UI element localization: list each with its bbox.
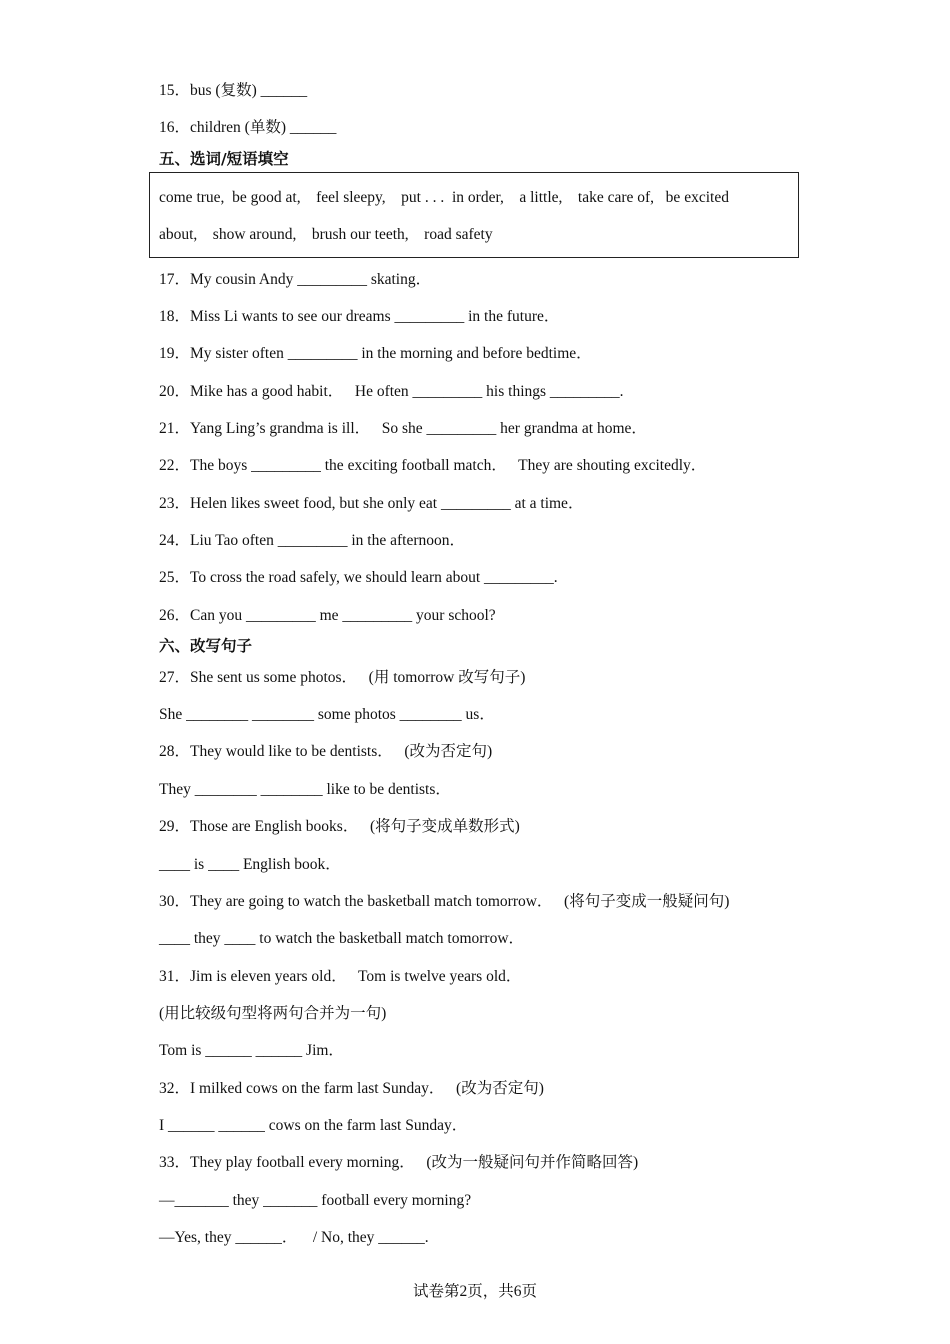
question-15: 15．bus (复数) ______ <box>159 82 308 99</box>
section-5-heading: 五、选词/短语填空 <box>159 150 289 168</box>
page-footer: 试卷第2页，共6页 <box>412 1283 537 1300</box>
question-24: 24．Liu Tao often _________ in the afternoon． <box>159 532 465 549</box>
question-25: 25．To cross the road safely, we should learn about _________. <box>159 569 558 586</box>
question-19: 19．My sister often _________ in the morning and before bedtime． <box>159 345 592 362</box>
question-29: 29．Those are English books． (将句子变成单数形式) <box>159 818 520 835</box>
question-32: 32．I milked cows on the farm last Sunday． (改为否定句) <box>159 1080 544 1097</box>
word-bank-box <box>149 172 799 258</box>
instruction-31: (用比较级句型将两句合并为一句) <box>159 1005 387 1022</box>
answer-line-33-reply: —Yes, they ______． / No, they ______. <box>159 1229 429 1246</box>
question-26: 26．Can you _________ me _________ your school? <box>159 607 496 624</box>
question-31: 31．Jim is eleven years old． Tom is twelve years old． <box>159 968 522 985</box>
question-27: 27．She sent us some photos． (用 tomorrow 改写句子) <box>159 669 526 686</box>
answer-line-27: She ________ ________ some photos ________ us． <box>159 706 495 723</box>
question-30: 30．They are going to watch the basketball match tomorrow． (将句子变成一般疑问句) <box>159 893 730 910</box>
answer-line-29: ____ is ____ English book． <box>159 856 341 873</box>
answer-line-31: Tom is ______ ______ Jim． <box>159 1042 344 1059</box>
word-bank-line-2: about, show around, brush our teeth, road safety <box>159 226 493 243</box>
section-6-heading: 六、改写句子 <box>159 637 253 655</box>
word-bank-line-1: come true, be good at, feel sleepy, put . . . in order, a little, take care of, be excited <box>159 189 729 206</box>
question-18: 18．Miss Li wants to see our dreams _________ in the future． <box>159 308 560 325</box>
question-17: 17．My cousin Andy _________ skating． <box>159 271 432 288</box>
answer-line-33-question: —_______ they _______ football every morning? <box>159 1192 472 1209</box>
question-23: 23．Helen likes sweet food, but she only eat _________ at a time． <box>159 495 584 512</box>
answer-line-30: ____ they ____ to watch the basketball match tomorrow． <box>159 930 525 947</box>
question-16: 16．children (单数) ______ <box>159 119 337 136</box>
question-28: 28．They would like to be dentists． (改为否定句) <box>159 743 493 760</box>
answer-line-32: I ______ ______ cows on the farm last Sunday． <box>159 1117 468 1134</box>
question-33: 33．They play football every morning． (改为一般疑问句并作简略回答) <box>159 1154 639 1171</box>
answer-line-28: They ________ ________ like to be dentists． <box>159 781 451 798</box>
question-20: 20．Mike has a good habit． He often _________ his things _________. <box>159 383 624 400</box>
question-22: 22．The boys _________ the exciting football match． They are shouting excitedly． <box>159 457 707 474</box>
question-21: 21．Yang Ling’s grandma is ill． So she _________ her grandma at home． <box>159 420 647 437</box>
